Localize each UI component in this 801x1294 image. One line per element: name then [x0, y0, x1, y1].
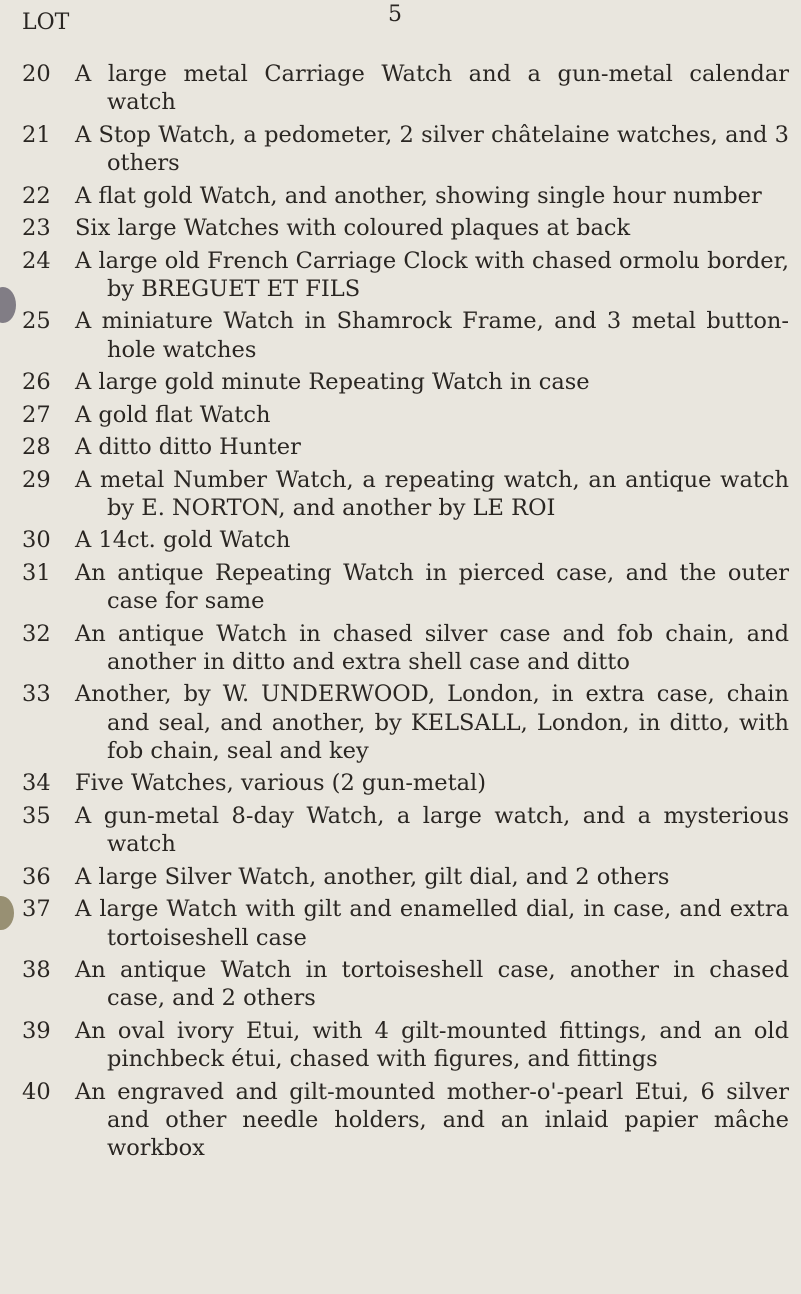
lot-entry: [0, 401, 801, 429]
lot-description: A large Silver Watch, another, gilt dial, and 2 others: [75, 863, 670, 890]
lot-number: 27: [22, 401, 51, 428]
lot-number: 34: [22, 770, 51, 797]
lot-number: 35: [22, 802, 51, 829]
lot-entry: [0, 526, 801, 554]
lot-entry: [0, 121, 801, 178]
lot-number: 36: [22, 863, 51, 890]
lot-description: A ditto ditto Hunter: [75, 434, 301, 461]
lot-number: 28: [22, 434, 51, 461]
lot-number: 25: [22, 308, 51, 335]
lot-description: A 14ct. gold Watch: [75, 527, 291, 554]
page-number: 5: [388, 2, 402, 27]
lot-entry: [0, 680, 801, 765]
lot-number: 24: [22, 247, 51, 274]
lot-number: 20: [22, 61, 51, 87]
lot-entry: [0, 466, 801, 523]
lot-entry: [0, 368, 801, 396]
lot-number: 33: [22, 681, 51, 708]
lot-description: A flat gold Watch, and another, showing single hour number: [75, 182, 762, 209]
lot-entry: [0, 214, 801, 242]
lot-description: A large gold minute Repeating Watch in case: [75, 369, 590, 396]
lot-description: Five Watches, various (2 gun-metal): [75, 770, 486, 797]
lot-entry: [0, 895, 801, 952]
lot-description: An oval ivory Etui, with 4 gilt-mounted fittings, and an old pinchbeck étui, chased with figures, and fittings: [75, 1017, 789, 1073]
lot-number: 23: [22, 215, 51, 242]
lot-description: A large old French Carriage Clock with chased ormolu border, by BREGUET ET FILS: [75, 247, 789, 302]
lot-number: 31: [22, 559, 51, 586]
lot-description: A large metal Carriage Watch and a gun-metal calendar watch: [75, 61, 789, 116]
lot-entry: [0, 559, 801, 616]
lot-entry: [0, 802, 801, 859]
lot-description: Another, by W. UNDERWOOD, London, in extra case, chain and seal, and another, by KELSALL, London, in ditto, with fob chain, seal and key: [75, 681, 789, 764]
lot-description: A gun-metal 8-day Watch, a large watch, and a mysterious watch: [75, 802, 789, 858]
lot-number: 40: [22, 1078, 51, 1105]
lot-column-heading: LOT: [22, 10, 70, 35]
lot-number: 37: [22, 896, 51, 923]
lot-description: An antique Repeating Watch in pierced case, and the outer case for same: [75, 559, 789, 615]
lot-description: An antique Watch in tortoiseshell case, another in chased case, and 2 others: [75, 956, 789, 1012]
lot-entry: [0, 307, 801, 364]
lot-description: An antique Watch in chased silver case and fob chain, and another in ditto and extra shell case and ditto: [75, 620, 789, 675]
lot-entry: [0, 769, 801, 797]
lot-entry: [0, 1078, 801, 1163]
lot-entry: [0, 1017, 801, 1074]
lot-number: 26: [22, 369, 51, 396]
lot-entry: [0, 956, 801, 1013]
lot-number: 21: [22, 121, 51, 148]
lot-number: 30: [22, 527, 51, 554]
lot-number: 32: [22, 620, 51, 647]
lot-entry: [0, 863, 801, 891]
lot-description: A metal Number Watch, a repeating watch, an antique watch by E. NORTON, and another by LE ROI: [75, 466, 789, 521]
lot-number: 22: [22, 182, 51, 209]
lot-number: 39: [22, 1017, 51, 1044]
lot-entry: [0, 182, 801, 210]
lot-description: A Stop Watch, a pedometer, 2 silver châtelaine watches, and 3 others: [75, 121, 789, 177]
lot-entry: [0, 247, 801, 304]
lot-description: A large Watch with gilt and enamelled dial, in case, and extra tortoiseshell case: [75, 896, 789, 951]
lot-description: An engraved and gilt-mounted mother-o'-pearl Etui, 6 silver and other needle holders, and an inlaid papier mâche workbox: [75, 1078, 789, 1162]
lot-entry: [0, 620, 801, 677]
lot-list: [0, 60, 801, 1167]
lot-entry: [0, 60, 801, 117]
lot-entry: [0, 433, 801, 461]
lot-number: 29: [22, 466, 51, 493]
lot-description: A gold flat Watch: [75, 401, 271, 428]
lot-description: A miniature Watch in Shamrock Frame, and 3 metal button-hole watches: [75, 308, 789, 363]
lot-description: Six large Watches with coloured plaques at back: [75, 215, 631, 242]
lot-number: 38: [22, 956, 51, 983]
